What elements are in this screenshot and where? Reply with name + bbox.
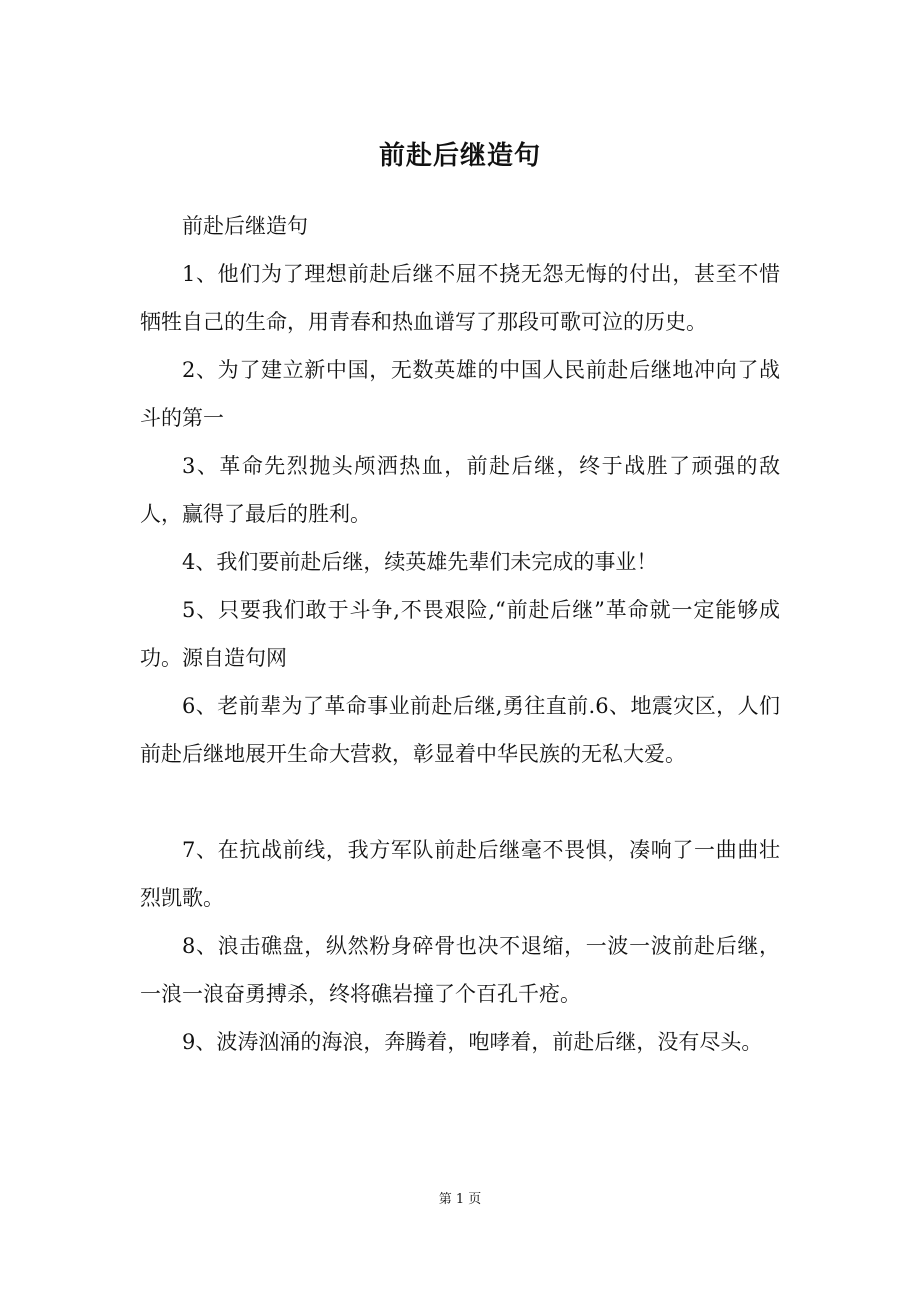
document-body <box>140 202 780 1066</box>
paragraph-1: 1、他们为了理想前赴后继不屈不挠无怨无悔的付出，甚至不惜牺牲自己的生命，用青春和热血谱写了那段可歌可泣的历史。 <box>140 262 780 334</box>
blank-line <box>140 778 780 826</box>
paragraph-7: 7、在抗战前线，我方军队前赴后继毫不畏惧，凑响了一曲曲壮烈凯歌。 <box>140 838 780 910</box>
paragraph-3: 3、革命先烈抛头颅洒热血，前赴后继，终于战胜了顽强的敌人，赢得了最后的胜利。 <box>140 454 780 526</box>
paragraph-2: 2、为了建立新中国，无数英雄的中国人民前赴后继地冲向了战斗的第一 <box>140 358 780 430</box>
page-number: 第 1 页 <box>438 1192 482 1207</box>
document-title: 前赴后继造句 <box>378 141 541 171</box>
paragraph-8: 8、浪击礁盘，纵然粉身碎骨也决不退缩，一波一波前赴后继，一浪一浪奋勇搏杀，终将礁岩撞了个百孔千疮。 <box>140 934 780 1006</box>
paragraph-6: 6、老前辈为了革命事业前赴后继,勇往直前.6、地震灾区，人们前赴后继地展开生命大营救，彰显着中华民族的无私大爱。 <box>140 694 780 766</box>
paragraph-5: 5、只要我们敢于斗争,不畏艰险,“前赴后继”革命就一定能够成功。源自造句网 <box>140 598 780 670</box>
paragraph-9: 9、波涛汹涌的海浪，奔腾着，咆哮着，前赴后继，没有尽头。 <box>182 1030 763 1054</box>
paragraph-4: 4、我们要前赴后继，续英雄先辈们未完成的事业！ <box>182 550 658 574</box>
paragraph-heading: 前赴后继造句 <box>182 214 308 238</box>
